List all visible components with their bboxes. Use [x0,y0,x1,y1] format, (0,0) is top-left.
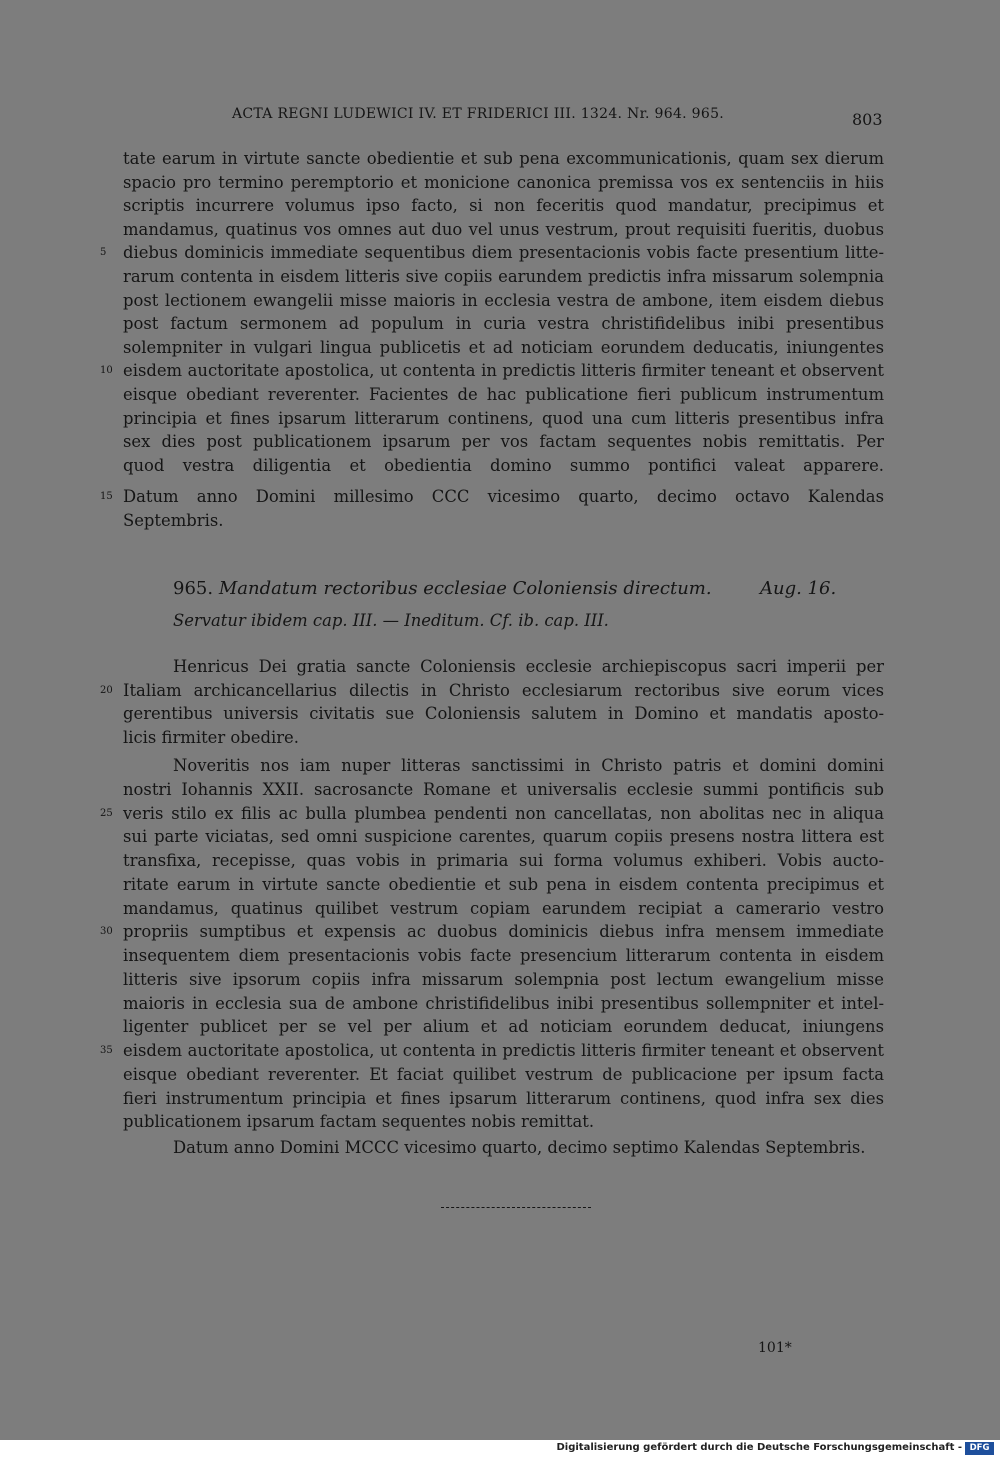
line-number: 25 [100,807,113,819]
text-line: principia et fines ipsarum litterarum continens, quod una cum litteris presentibus infra [123,408,884,428]
text-line: diebus dominicis immediate sequentibus diem presentacionis vobis facte presentium litte- [123,243,884,263]
text-line: mandamus, quatinus vos omnes aut duo vel unus vestrum, prout requisiti fueritis, duobus [123,219,884,239]
text-line: tate earum in virtute sancte obedientie et sub pena excommunicationis, quam sex dierum [123,149,884,168]
text-line: quod vestra diligentia et obedientia domino summo pontifici valeat apparere. [123,455,884,475]
text-line: veris stilo ex filis ac bulla plumbea pendenti non cancellatas, non abolitas nec in aliqua [123,803,884,823]
text-line: publicationem ipsarum factam sequentes nobis remittat. [123,1112,595,1132]
text-line: eisque obediant reverenter. Et faciat quilibet vestrum de publicacione per ipsum facta [123,1064,884,1084]
document-heading [173,578,712,599]
footer-bar [0,1440,1000,1458]
document-title: Mandatum rectoribus ecclesiae Coloniensis directum. [218,578,712,599]
line-number: 10 [100,365,113,377]
text-line: Datum anno Domini millesimo CCC vicesimo quarto, decimo octavo Kalendas [123,487,884,506]
text-line: spacio pro termino peremptorio et monicione canonica premissa vos ex sentenciis in hiis [123,172,884,192]
text-line: fieri instrumentum principia et fines ipsarum litterarum continens, quod infra sex dies [123,1088,884,1108]
text-line: ligenter publicet per se vel per alium et ad noticiam eorundem deducat, iniungens [123,1017,884,1037]
line-number: 20 [100,684,113,696]
line-number: 15 [100,491,113,502]
text-line: transfixa, recepisse, quas vobis in primaria sui forma volumus exhiberi. Vobis aucto- [123,851,884,870]
running-header: ACTA REGNI LUDEWICI IV. ET FRIDERICI III. 1324. Nr. 964. 965. [232,106,725,122]
text-line: nostri Iohannis XXII. sacrosancte Romane et universalis ecclesie summi pontificis sub [123,779,884,799]
text-line: eisdem auctoritate apostolica, ut contenta in predictis litteris firmiter teneant et observent [123,1041,884,1060]
text-line: licis firmiter obedire. [123,727,299,747]
text-line: insequentem diem presentacionis vobis facte presencium litterarum contenta in eisdem [123,946,884,965]
text-line: propriis sumptibus et expensis ac duobus dominicis diebus infra mensem immediate [123,922,884,942]
text-line: Noveritis nos iam nuper litteras sanctissimi in Christo patris et domini domini [173,756,884,775]
text-line: eisdem auctoritate apostolica, ut contenta in predictis litteris firmiter teneant et observent [123,361,884,381]
source-note: Servatur ibidem cap. III. — Ineditum. Cf. ib. cap. III. [173,611,609,630]
text-line: Italiam archicancellarius dilectis in Christo ecclesiarum rectoribus sive eorum vices [123,680,884,700]
datum-965: Datum anno Domini MCCC vicesimo quarto, decimo septimo Kalendas Septembris. [173,1138,866,1157]
text-line: litteris sive ipsorum copiis infra missarum solempnia post lectum ewangelium misse [123,969,884,989]
text-line: post lectionem ewangelii misse maioris in ecclesia vestra de ambone, item eisdem diebus [123,290,884,310]
text-line: rarum contenta in eisdem litteris sive copiis earundem predictis infra missarum solempnia [123,267,884,286]
line-number: 30 [100,926,113,938]
document-date: Aug. 16. [760,578,837,599]
line-number: 35 [100,1045,113,1056]
text-line: ritate earum in virtute sancte obedientie et sub pena in eisdem contenta precipimus et [123,874,884,894]
text-line: solempniter in vulgari lingua publicetis et ad noticiam eorundem deducatis, iniungentes [123,337,884,357]
text-line: gerentibus universis civitatis sue Coloniensis salutem in Domino et mandatis aposto- [123,704,884,724]
text-line: eisque obediant reverenter. Facientes de hac publicatione fieri publicum instrumentum [123,385,884,404]
text-line: Henricus Dei gratia sancte Coloniensis ecclesie archiepiscopus sacri imperii per [173,657,884,676]
line-number: 5 [100,247,107,259]
text-line: sui parte viciatas, sed omni suspicione carentes, quarum copiis presens nostra littera est [123,827,884,847]
signature-mark: 101* [758,1340,792,1356]
section-separator [441,1207,591,1208]
dfg-logo-icon: DFG [965,1442,994,1455]
footer-credit: Digitalisierung gefördert durch die Deutsche Forschungsgemeinschaft - [556,1442,962,1453]
document-number: 965. [173,578,214,599]
text-line: Septembris. [123,511,224,530]
text-line: scriptis incurrere volumus ipso facto, si non feceritis quod mandatur, precipimus et [123,196,884,216]
text-line: post factum sermonem ad populum in curia vestra christifidelibus inibi presentibus [123,314,884,334]
text-line: mandamus, quatinus quilibet vestrum copiam earundem recipiat a camerario vestro [123,898,884,918]
text-line: sex dies post publicationem ipsarum per vos factam sequentes nobis remittatis. Per [123,432,884,452]
page-number: 803 [852,110,883,129]
text-line: maioris in ecclesia sua de ambone christifidelibus inibi presentibus sollempniter et intel- [123,993,884,1013]
